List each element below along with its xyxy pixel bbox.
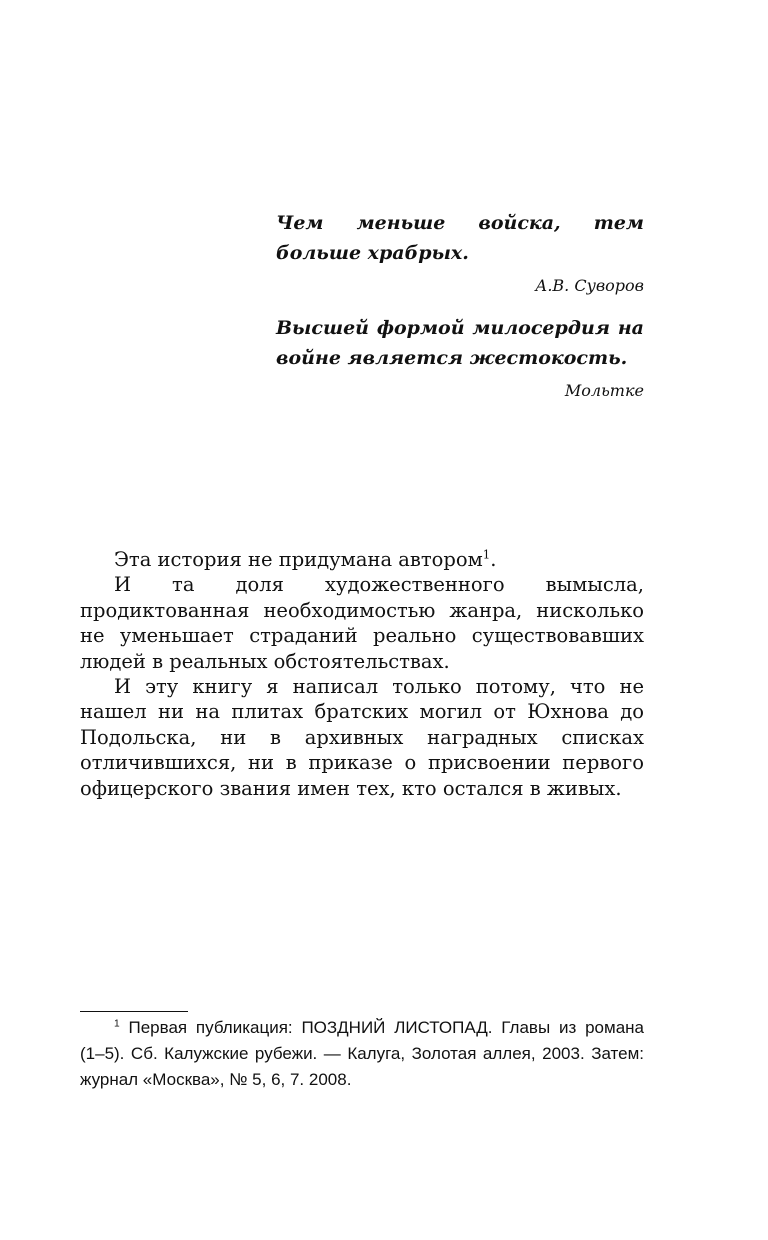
main-text — [80, 547, 644, 801]
epigraph — [276, 208, 644, 298]
paragraph — [80, 547, 644, 572]
paragraph: И та доля художественного вымысла, продиктованная необходимостью жанра, нисколько не уменьшает страданий реально существовавших людей в реальных обстоятельствах. — [80, 573, 644, 673]
footnote — [80, 1015, 644, 1093]
paragraph: И эту книгу я написал только потому, что не нашел ни на плитах братских могил от Юхнова до Подольска, ни в архивных наградных списках отличившихся, ни в приказе о присвоении первого офицерского звания имен тех, кто остался в живых. — [80, 675, 644, 800]
epigraph-author: А.В. Суворов — [535, 276, 644, 295]
epigraph-quote: Чем меньше войска, тем больше храбрых. — [276, 212, 644, 264]
epigraph-quote: Высшей формой милосердия на войне является жестокость. — [276, 317, 644, 369]
paragraph-text: Эта история не придумана автором — [114, 548, 483, 571]
footnote-marker: 1 — [114, 1018, 120, 1030]
epigraph-author: Мольтке — [564, 381, 644, 400]
footnote-reference: 1 — [482, 547, 491, 562]
paragraph-punctuation: . — [490, 548, 497, 571]
epigraph — [276, 313, 644, 403]
footnote-text: Первая публикация: ПОЗДНИЙ ЛИСТОПАД. Главы из романа (1–5). Сб. Калужские рубежи. — Калуга, Золотая аллея, 2003. Затем: журнал «Москва», № 5, 6, 7. 2008. — [80, 1018, 644, 1089]
footnote-divider — [80, 1011, 188, 1012]
